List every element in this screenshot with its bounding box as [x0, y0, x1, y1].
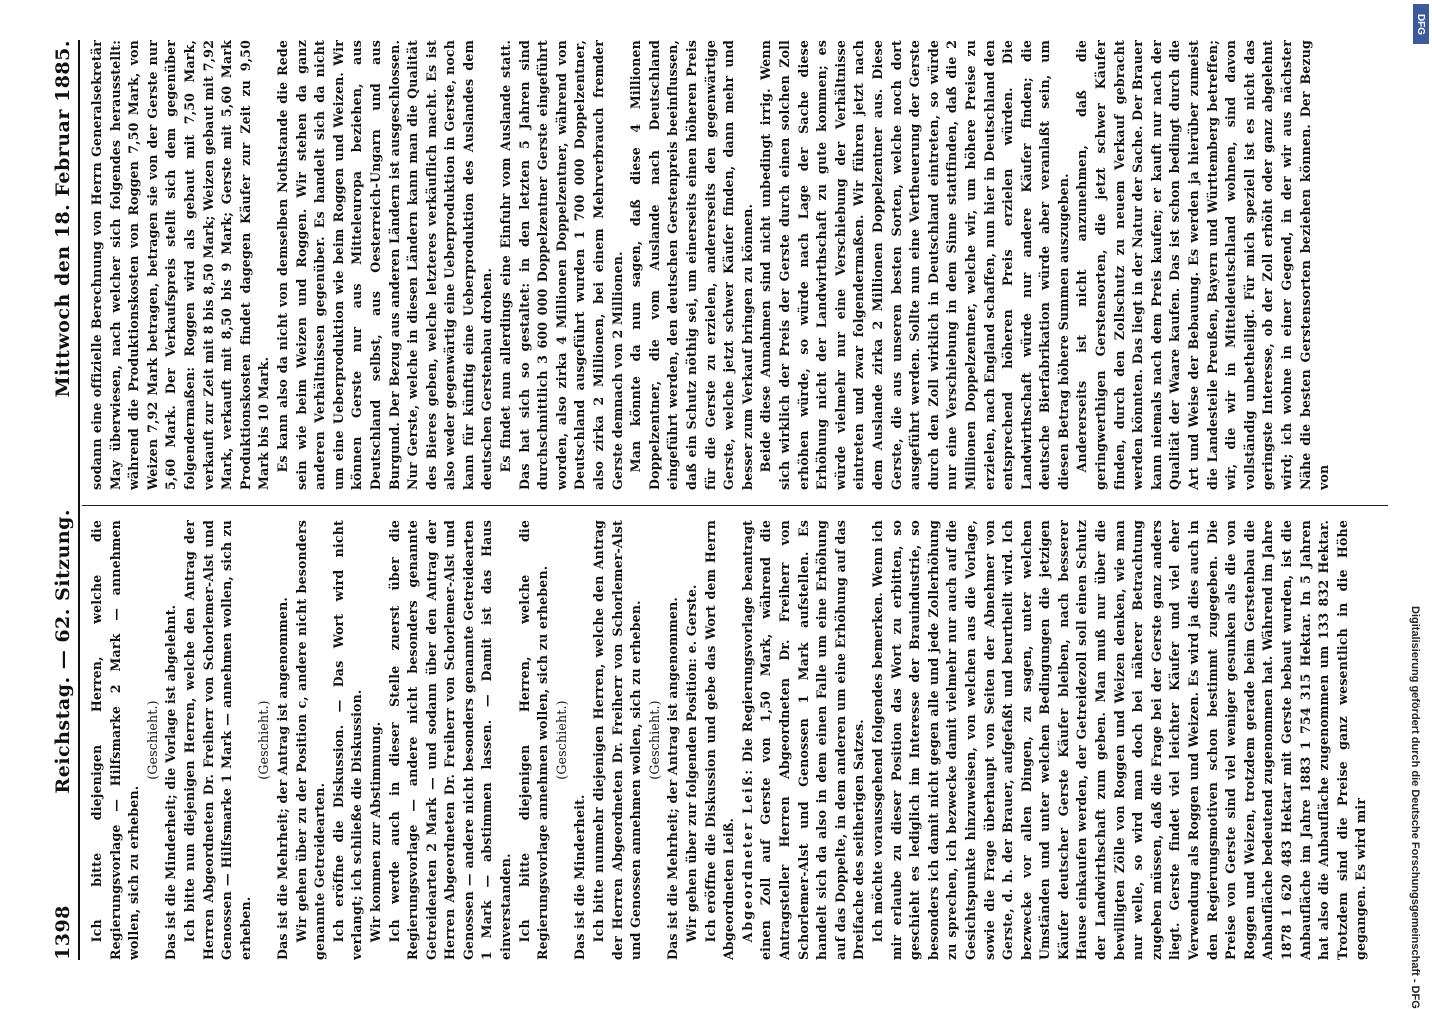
paragraph	[386, 520, 516, 960]
paragraph-text: Wir kommen zur Abstimmung.	[367, 721, 383, 943]
paragraph-text: Ich bitte diejenigen Herren, welche die Regierungsvorlage — Hilfsmarke 2 Mark — annehmen wollen, sich zu erheben.	[89, 520, 142, 960]
paragraph-text: Ich eröffne die Diskussion und gebe das Wort dem Herrn Abgeordneten Leiß.	[702, 520, 737, 960]
paragraph	[757, 40, 1073, 490]
speaker-name: Abgeordneter Leiß:	[739, 767, 755, 943]
paragraph	[553, 520, 572, 960]
column-divider	[82, 505, 1388, 506]
paragraph	[590, 520, 646, 960]
paragraph	[1073, 40, 1333, 490]
paragraph-text: Ich möchte voraussgehend folgendes bemerken. Wenn ich mir erlaube zu dieser Position das Wort zu erbitten, so geschieht es lediglich im Interesse der Brauindustrie, so besonders ich damit nicht gegen alle und jede Zollerhöhung zu sprechen, ich bezwecke damit vielmehr nur auch auf die Gesichtspunkte hinzuweisen, von welchen aus die Vorlage, sowie die Frage überhaupt von Seiten der Abnehmer von Gerste, d. h. der Brauer, aufgefaßt und beurtheilt wird. Ich bezwecke vor allen Dingen, zu sagen, unter welchen Umständen und unter welchen Bedingungen die jetzigen Käufer deutscher Gerste Käufer bleiben, nach besserer Hause einkaufen werden, der Getreidezoll soll einen Schutz der Landwirthschaft zum geben. Man muß nur über die bewilligten Zölle von Roggen und Weizen denken, wie man nur welle, so wird man doch bei näherer Betrachtung zugeben müssen, daß die Frage bei der Gerste ganz anders liegt. Gerste findet viel leichter Käufer und viel eher Verwendung als Roggen und Weizen. Es wird ja dies auch in den Regierungsmotiven schon bestimmt zugegeben. Die Preise von Gerste sind viel weniger gesunken als die von Roggen und Weizen, trotzdem gerade beim Gerstenbau die Anbaufläche bedeutend zugenommen hat. Während im Jahre 1878 1 620 483 Hektar mit Gerste bebaut wurden, ist die Anbaufläche im Jahre 1883 1 754 315 Hektar. In 5 Jahren hat also die Anbaufläche zugenommen um 133 832 Hektar. Trotzdem sind die Preise ganz wesentlich in die Höhe gegangen. Es wird mir	[869, 520, 1369, 960]
dfg-watermark-text: Digitalisierung gefördert durch die Deutsche Forschungsgemeinschaft - DFG	[1409, 606, 1421, 1009]
paragraph	[274, 520, 293, 960]
paragraph	[255, 520, 274, 960]
dfg-watermark	[1409, 606, 1430, 1009]
page-number: 1398	[52, 905, 74, 960]
document-page	[26, 20, 1406, 980]
paragraph-text: Ich bitte nunmehr diejenigen Herren, welche den Antrag der Herren Abgeordneten Dr. Freiherr von Schorlemer-Alst und Genossen annehmen wollen, sich zu erheben.	[591, 520, 644, 960]
paragraph	[274, 40, 497, 490]
dfg-logo-icon: DFG	[1413, 4, 1429, 44]
paragraph-text: Es findet nun allerdings eine Einfuhr vom Auslande statt. Das hat sich so gestaltet: in den letzten 5 Jahren sind durchschnittlich 3 600 000 Doppelzentner Gerste eingeführt worden, also zirka 4 Millionen Doppelzentner, während von Deutschland ausgeführt wurden 1 700 000 Doppelzentner, also zirka 2 Millionen, bei einem Mehrverbrauch fremder Gerste demnach von 2 Millionen.	[498, 40, 625, 490]
left-column	[88, 520, 1388, 960]
paragraph	[330, 520, 367, 960]
header-rule	[78, 40, 80, 960]
paragraph-text: Wir gehen über zur folgenden Position: e. Gerste.	[684, 584, 699, 943]
right-column	[88, 40, 1388, 490]
page-title: Reichstag. — 62. Sitzung.	[52, 508, 74, 794]
page-header	[40, 40, 74, 960]
paragraph-text: Andererseits ist nicht anzunehmen, daß die geringwerthigen Gerstensorten, die jetzt schwer Käufer finden, durch den Zollschutz zu neuem Verkauf gebracht werden könnten. Das liegt in der Natur der Sache. Der Brauer kann niemals nach dem Preis kaufen; er kauft nur nach der Qualität der Waare kaufen. Das ist schon bedingt durch die Art und Weise der Bebauung. Es werden ja hierüber zumeist die Landesteile Preußen, Bayern und Württemberg betreffen; wir, die wir in Mitteldeutschland wohnen, sind davon vollständig unbetheiligt. Für mich speziell ist es nicht das geringste Interesse, ob der Zoll erhöht oder ganz abgelehnt wird; ich wohne in einer Gegend, in der wir aus nächster Nähe die besten Gerstensorten beziehen können. Der Bezug von	[1074, 40, 1332, 490]
paragraph	[627, 40, 757, 490]
paragraph-text: Wir gehen über zu der Position c, andere nicht besonders genannte Getreidearten.	[293, 520, 328, 960]
paragraph	[181, 520, 255, 960]
paragraph	[739, 520, 869, 960]
paragraph-text: (Geschieht.)	[553, 700, 569, 780]
paragraph	[869, 520, 1371, 960]
session-date: Mittwoch den 18. Februar 1885.	[52, 40, 74, 398]
paragraph-text: Das ist die Mehrheit; der Antrag ist angenommen.	[274, 597, 290, 960]
paragraph-text: Ich werde auch in dieser Stelle zuerst über die Regierungsvorlage — andere nicht besonders genannte Getreidearten 2 Mark — und sodann über den Antrag der Herren Abgeordneten Dr. Freiherr von Schorlemer-Alst und Genossen — andere nicht besonders genannte Getreidearten 1 Mark — abstimmen lassen. — Damit ist das Haus einverstanden.	[386, 520, 514, 960]
paragraph-text: Die Regierungsvorlage beantragt einen Zoll auf Gerste von 1,50 Mark, während die Antragsteller Herren Abgeordneten Dr. Freiherr von Schorlemer-Alst und Genossen 1 Mark aufstellen. Es handelt sich da also in dem einen Falle um eine Erhöhung auf das Doppelte, in dem anderen um eine Erhöhung auf das Dreifache des seitherigen Satzes.	[739, 520, 867, 960]
paragraph-text: Ich eröffne die Diskussion. — Das Wort wird nicht verlangt; ich schließe die Diskussion.	[330, 520, 365, 960]
paragraph	[162, 520, 181, 960]
paragraph-text: Ich bitte diejenigen Herren, welche die Regierungsvorlage annehmen wollen, sich zu erheben.	[516, 520, 551, 960]
paragraph	[367, 520, 386, 960]
paragraph	[571, 520, 590, 960]
paragraph	[144, 520, 163, 960]
paragraph-text: Das ist die Minderheit; die Vorlage ist abgelehnt.	[163, 604, 179, 960]
paragraph	[702, 520, 739, 960]
paragraph	[88, 520, 144, 960]
paragraph	[664, 520, 683, 960]
paragraph	[497, 40, 627, 490]
paragraph	[88, 40, 274, 490]
paragraph-text: Ich bitte nun diejenigen Herren, welche den Antrag der Herren Abgeordneten Dr. Freiherr von Schorlemer-Alst und Genossen — Hilfsmarke 1 Mark — annehmen wollen, sich zu erheben.	[181, 520, 253, 960]
paragraph-text: (Geschieht.)	[256, 700, 272, 780]
paragraph	[516, 520, 553, 960]
paragraph-text: (Geschieht.)	[144, 700, 160, 780]
paragraph-text: sodann eine offizielle Berechnung von Herrn Generalsekretär May überwiesen, nach welcher sich folgendes herausstellt: während die Produktionskosten von Roggen 7,50 Mark, von Weizen 7,92 Mark betragen, betragen sie von der Gerste nur 5,60 Mark. Der Verkaufspreis stellt sich dem gegenüber folgendermaßen: Roggen wird als gebaut mit 7,50 Mark, verkauft zur Zeit mit 8 bis 8,50 Mark; Weizen gebaut mit 7,92 Mark, verkauft mit 8,50 bis 9 Mark; Gerste mit 5,60 Mark Produktionskosten findet dagegen Käufer zur Zeit zu 9,50 Mark bis 10 Mark.	[89, 40, 272, 490]
paragraph-text: Es kann also da nicht von demselben Nothstande die Rede sein wie beim Weizen und Roggen. Wir stehen da ganz anderen Verhältnissen gegenüber. Es handelt sich da nicht um eine Ueberproduktion wie beim Roggen und Weizen. Wir können Gerste nur aus Mitteleuropa beziehen, aus Deutschland selbst, aus Oesterreich-Ungarn und aus Burgund. Der Bezug aus anderen Ländern ist ausgeschlossen. Nur Gerste, welche in diesen Ländern kann man die Qualität des Bieres geben, welche letzteres verkäuflich macht. Es ist also weder gegenwärtig eine Ueberproduktion in Gerste, noch kann für künftig eine Ueberproduktion des Auslandes dem deutschen Gerstenbau drohen.	[274, 40, 495, 490]
paragraph-text: Man könnte da nun sagen, daß diese 4 Millionen Doppelzentner, die vom Auslande nach Deutschland eingeführt werden, den deutschen Gerstenpreis beeinflussen, daß ein Schutz nöthig sei, um einerseits einen höheren Preis für die Gerste zu erzielen, andererseits den gegenwärtige Gerste, welche jetzt schwer Käufer finden, dann mehr und besser zum Verkauf bringen zu können.	[628, 40, 755, 490]
paragraph-text: Das ist die Mehrheit; der Antrag ist angenommen.	[665, 597, 681, 960]
paragraph	[293, 520, 330, 960]
paragraph	[683, 520, 702, 960]
paragraph-text: (Geschieht.)	[646, 700, 662, 780]
paragraph	[646, 520, 665, 960]
paragraph-text: Das ist die Minderheit.	[572, 794, 588, 960]
paragraph-text: Beide diese Annahmen sind nicht unbedingt irrig. Wenn sich wirklich der Preis der Gerste durch einen solchen Zoll erhöhen würde, so würde nach Lage der Sache diese Erhöhung nicht der Landwirthschaft zu gute kommen; es würde vielmehr nur eine Verschiebung der Verhältnisse eintreten und zwar folgendermaßen. Wir führen jetzt nach dem Auslande zirka 2 Millionen Doppelzentner aus. Diese Gerste, die aus unseren besten Sorten, welche noch dort ausgeführt werden. Sollte nun eine Vertheuerung der Gerste durch den Zoll wirklich in Deutschland eintreten, so würde nur eine Verschiebung in dem Sinne stattfinden, daß die 2 Millionen Doppelzentner, welche wir, um höhere Preise zu erzielen, nach England schaffen, nun hier in Deutschland den entsprechend höheren Preis erzielen würden. Die Landwirthschaft würde nur andere Käufer finden; die deutsche Bierfabrikation würde aber veranlaßt sein, um diesen Betrag höhere Summen auszugeben.	[758, 40, 1071, 490]
